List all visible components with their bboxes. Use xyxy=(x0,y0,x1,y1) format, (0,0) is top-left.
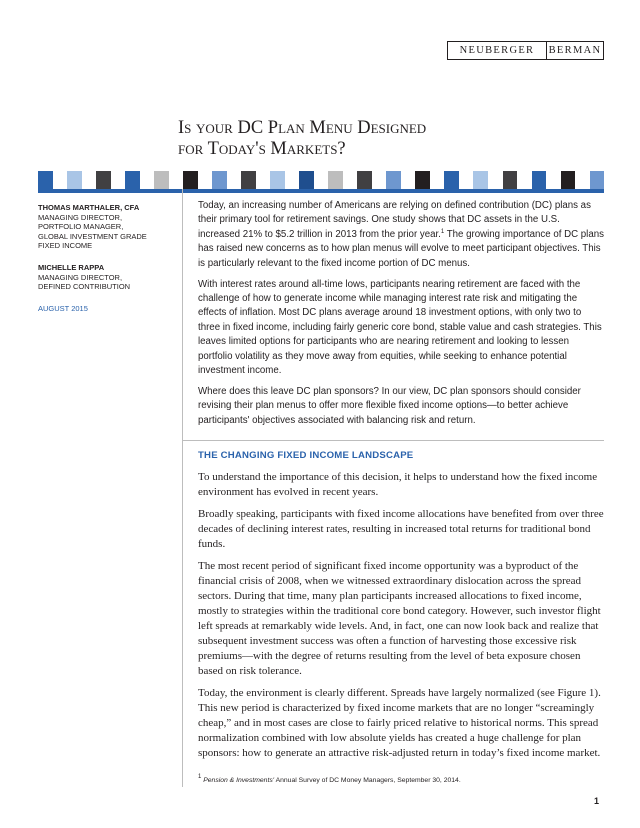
author-1-name: THOMAS MARTHALER, CFA xyxy=(38,203,140,212)
author-2-title-2: DEFINED CONTRIBUTION xyxy=(38,282,131,292)
stripe-block xyxy=(299,171,314,189)
stripe-block xyxy=(314,171,329,189)
stripe-block xyxy=(328,171,343,189)
stripe-block xyxy=(444,171,459,189)
stripe-block xyxy=(212,171,227,189)
stripe-block xyxy=(561,171,576,189)
section-body xyxy=(198,470,604,768)
stripe-block xyxy=(270,171,285,189)
author-2-title-1: MANAGING DIRECTOR, xyxy=(38,272,123,282)
section-heading: THE CHANGING FIXED INCOME LANDSCAPE xyxy=(198,450,414,461)
author-1-title-4: FIXED INCOME xyxy=(38,241,93,251)
stripe-block xyxy=(401,171,416,189)
stripe-block xyxy=(38,171,53,189)
intro-paragraph-1: Today, an increasing number of Americans are relying on defined contribution (DC) plans as their primary tool for retirement savings. One study shows that DC assets in the U.S. increased 21% to $5.2 trillion in 2013 from the prior year.$^1$ The growing importance of DC plans has raised new concerns as to how plan menus will evolve to meet participant objectives. This is particularly relevant to the fixed income portion of DC menus. xyxy=(198,200,604,269)
stripe-block xyxy=(590,171,605,189)
section-paragraph-4: Today, the environment is clearly different. Spreads have largely normalized (see Figure 1). This new period is characterized by fixed income markets that are no longer “screamingly cheap,” and in most cases are close to fairly priced relative to historical norms. This spread normalization combined with low absolute yields has created a huge challenge for plan sponsors: how to generate an attractive risk-adjusted return in today’s fixed income market. xyxy=(198,687,601,760)
stripe-block xyxy=(415,171,430,189)
stripe-block xyxy=(386,171,401,189)
stripe-block xyxy=(285,171,300,189)
stripe-block xyxy=(343,171,358,189)
title-line-1: Is your DC Plan Menu Designed xyxy=(178,118,427,138)
stripe-block xyxy=(503,171,518,189)
stripe-block xyxy=(227,171,242,189)
stripe-block xyxy=(430,171,445,189)
stripe-block xyxy=(546,171,561,189)
stripe-block xyxy=(532,171,547,189)
blue-rule xyxy=(38,189,604,193)
stripe-block xyxy=(140,171,155,189)
stripe-block xyxy=(459,171,474,189)
column-divider xyxy=(182,189,183,787)
stripe-block xyxy=(241,171,256,189)
stripe-block xyxy=(357,171,372,189)
decorative-stripe-band xyxy=(38,171,604,189)
logo-right: BERMAN xyxy=(548,45,602,56)
section-paragraph-2: Broadly speaking, participants with fixed income allocations have benefited from over three decades of declining interest rates, resulting in increased total returns for traditional bond funds. xyxy=(198,507,604,550)
logo-left: NEUBERGER xyxy=(448,42,547,59)
footnote: $^1$ Pension & Investments' Annual Survey of DC Money Managers, September 30, 2014. xyxy=(198,774,461,784)
stripe-block xyxy=(154,171,169,189)
stripe-block xyxy=(169,171,184,189)
section-paragraph-1: To understand the importance of this decision, it helps to understand how the fixed income environment has evolved in recent years. xyxy=(198,471,598,499)
author-2-name: MICHELLE RAPPA xyxy=(38,262,105,272)
stripe-block xyxy=(575,171,590,189)
stripe-block xyxy=(183,171,198,189)
stripe-block xyxy=(96,171,111,189)
page-number: 1 xyxy=(594,796,600,806)
stripe-block xyxy=(488,171,503,189)
stripe-block xyxy=(82,171,97,189)
stripe-block xyxy=(256,171,271,189)
publication-date: AUGUST 2015 xyxy=(38,303,88,313)
author-1-title-2: PORTFOLIO MANAGER, xyxy=(38,222,124,232)
intro-paragraph-3: Where does this leave DC plan sponsors? In our view, DC plan sponsors should consider revising their plan menus to offer more flexible fixed income options—to better achieve participants' objectives associated with balancing risk and return. xyxy=(198,386,581,426)
title-line-2: for Today's Markets? xyxy=(178,139,346,159)
stripe-block xyxy=(111,171,126,189)
footnote-marker: 1 xyxy=(440,228,445,235)
section-divider xyxy=(183,440,604,441)
neuberger-berman-logo xyxy=(447,41,604,60)
stripe-block xyxy=(53,171,68,189)
stripe-block xyxy=(517,171,532,189)
document-title xyxy=(178,118,426,160)
intro-body xyxy=(198,199,604,435)
intro-paragraph-2: With interest rates around all-time lows, participants nearing retirement are faced with the challenge of how to generate income while managing interest rate risk and mitigating the effects of inflation. Most DC plans average around 18 investment options, with only two to three in fixed income, including fairly generic core bond, stable value and cash strategies. This leaves limited options for participants who are nearing retirement and looking to lessen portfolio volatility as they move away from equities, while seeking to enhance potential investment income. xyxy=(198,278,602,377)
stripe-block xyxy=(372,171,387,189)
stripe-block xyxy=(473,171,488,189)
section-paragraph-3: The most recent period of significant fixed income opportunity was a byproduct of the financial crisis of 2008, when we witnessed extraordinary dislocation across the spread sectors. During that time, many plan participants increased allocations to fixed income, mostly to strategies within the traditional core bond category. However, such investor flight left spreads at remarkably wide levels. And, in fact, one can now look back and realize that subsequent investment success was often a function of harvesting those excessive risk premiums—with the degree of returns resulting from the level of beta exposure chosen based on risk tolerance. xyxy=(198,559,601,678)
stripe-block xyxy=(198,171,213,189)
stripe-block xyxy=(125,171,140,189)
author-sidebar xyxy=(38,203,168,313)
stripe-block xyxy=(67,171,82,189)
author-1-title-3: GLOBAL INVESTMENT GRADE xyxy=(38,231,147,241)
author-1-title-1: MANAGING DIRECTOR, xyxy=(38,212,123,222)
